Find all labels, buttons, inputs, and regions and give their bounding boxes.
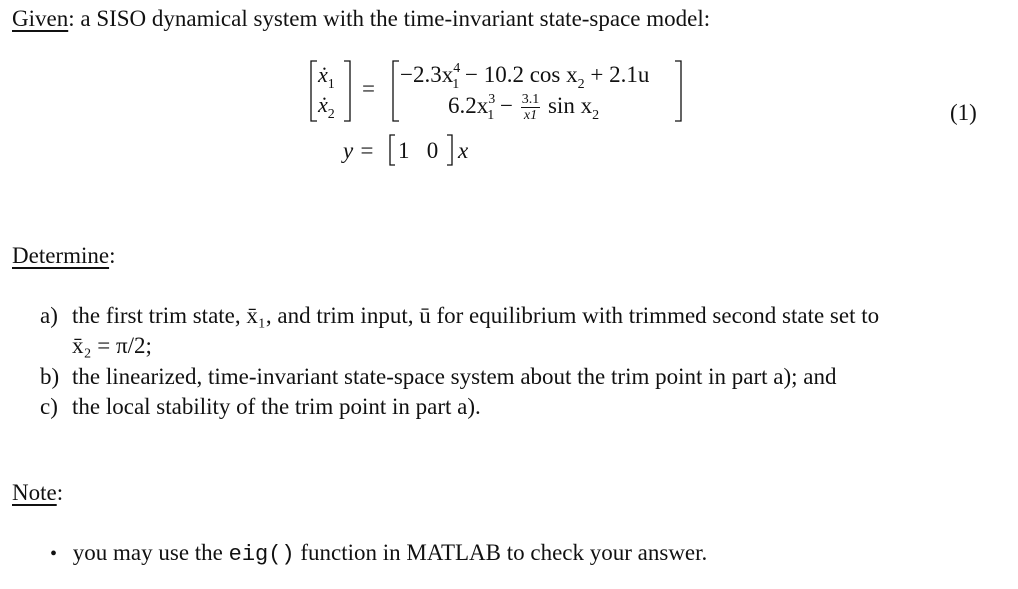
given-label: Given	[12, 6, 69, 31]
rhs-right-bracket	[674, 60, 682, 122]
output-right-bracket	[446, 134, 453, 166]
output-state-vector: x⃗	[458, 138, 487, 163]
item-b-line1: the linearized, time-invariant state-space system about the trim point in part a); and	[72, 364, 837, 389]
output-row-vector: 1 0	[398, 138, 439, 163]
lhs-x2-dot: ẋ$_2$	[318, 92, 335, 122]
given-text: : a SISO dynamical system with the time-invariant state-space model:	[68, 6, 711, 31]
output-lhs: y =	[343, 138, 375, 163]
list-item-c: c) the local stability of the trim point in part a).	[40, 394, 481, 419]
determine-label: Determine	[12, 243, 110, 268]
determine-heading: Determine:	[12, 243, 116, 268]
equation-number: (1)	[950, 100, 977, 125]
list-item-a: a) the first trim state, x̄₁, and trim input, ū for equilibrium with trimmed second state set to	[40, 303, 880, 328]
note-bullet-item: • you may use the eig() function in MATLAB to check your answer.	[50, 540, 708, 567]
note-heading: Note:	[12, 480, 64, 505]
rhs-left-bracket	[392, 60, 400, 122]
note-label: Note	[12, 480, 57, 505]
rhs-row-1: $-2.3x^4_1 - 10.2$ $\cos x_2 + 2.1u$	[400, 61, 650, 92]
equals-sign: =	[362, 76, 375, 101]
item-a-line1: the first trim state, x̄₁, and trim input, ū for equilibrium with trimmed second state set to	[72, 303, 880, 328]
fraction-3-1-over-x1: $\frac{3.1}{x1}$	[521, 92, 540, 123]
lhs-right-bracket	[343, 60, 351, 122]
lhs-x1-dot: ẋ$_1$	[318, 62, 335, 92]
bullet-icon: •	[50, 543, 58, 565]
list-item-b: b) the linearized, time-invariant state-space system about the trim point in part a); and	[40, 364, 837, 389]
given-line	[12, 6, 710, 32]
rhs-row-2: $6.2x^3_1$ − $\frac{3.1}{x1}$ $\sin x_2$	[448, 91, 600, 123]
output-left-bracket	[389, 134, 396, 166]
item-c-line1: the local stability of the trim point in part a).	[72, 394, 481, 419]
lhs-left-bracket	[310, 60, 318, 122]
list-item-a-cont	[72, 333, 152, 359]
item-a-line2: x̄₂ = π/2;	[72, 333, 152, 358]
code-eig: eig()	[228, 542, 295, 567]
